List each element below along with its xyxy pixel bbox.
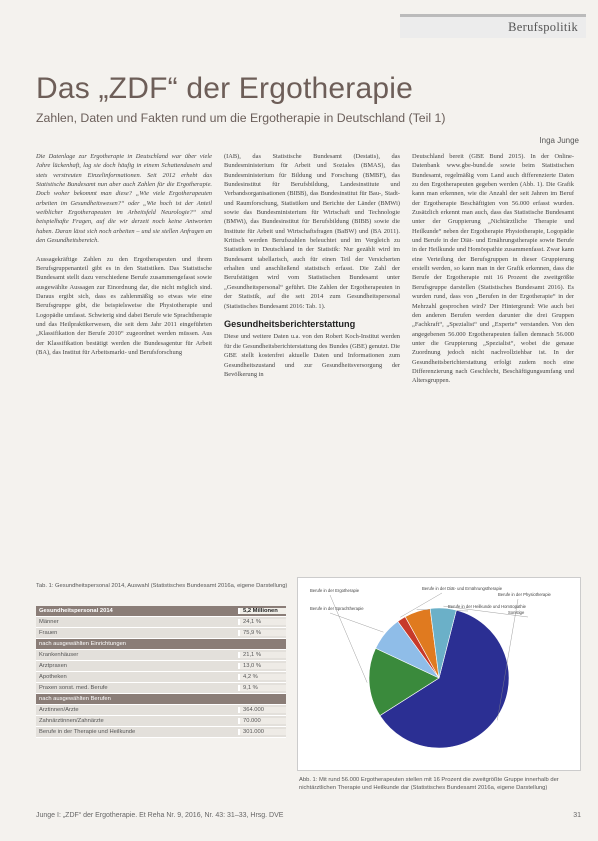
table-subheader bbox=[36, 639, 286, 650]
figure-caption: Abb. 1: Mit rund 56.000 Ergotherapeuten stellen mit 16 Prozent die zweitgrößte Gruppe innerhalb der nichtärztlichen Therapie und Heilkunde dar (Statistisches Bundesamt 2016a, eigene Darstellung) bbox=[299, 777, 559, 791]
intro-paragraph: Die Datenlage zur Ergotherapie in Deutschland war über viele Jahre lückenhaft, lag sie doch häufig in einem Schattendasein und stets verstreuten Einzelinformationen. Seit 2012 erhebt das Statistische Bundesamt nun aber auch Zahlen für die Ergotherapie. Doch woher bekommt man diese? „Wie viele Ergotherapeuten arbeiten im Gesundheitswesen?“ oder „Wie hoch ist der Anteil weiblicher Ergotherapeuten im Arbeitsfeld Neurologie?“ sind beispielhafte Fragen, auf die wir derzeit noch keine Antworten haben. Daran lässt sich noch arbeiten – und sie stellen Anfragen an den Gesundheitsbereich. bbox=[36, 153, 212, 245]
article-title: Das „ZDF“ der Ergotherapie bbox=[36, 72, 413, 105]
table-cell-value: 21,1 % bbox=[238, 652, 286, 658]
pie-leader-line bbox=[330, 613, 383, 632]
text-column-2 bbox=[224, 152, 400, 562]
table-cell-value: 13,0 % bbox=[238, 663, 286, 669]
body-paragraph: Deutschland bereit (GBE Bund 2015). In der Online-Datenbank www.gbe-bund.de sowie beim Statistischen Bundesamt, regelmäßig vom Land auch differenzierte Daten zu den Ergotherapeuten gegeben werden (Abb. 1). Die Grafik kann man erkennen, wie die Anzahl der seit Jahren im Beruf der Ergotherapie Beschäftigten von 56.000 erfasst wurden. Zusätzlich erkennt man auch, dass das Statistische Bundesamt unter der Gruppierung „Nichtärztliche Therapie und Heilkunde“ neben der Ergotherapie Physiotherapie, Logopädie und Berufe in der Diät- und Ernährungstherapie sowie Berufe in der Heilkunde und Homöopathie zusammenfasst. Zwar kann eine Verteilung der Berufsgruppen in dieser Gruppierung erstellt werden, so kann man in der Grafik erkennen, dass die Berufe der Ergotherapie mit 16 Prozent die zweitgrößte Berufsgruppe darstellen (Statistisches Bundesamt 2016). Es wurden rund, dass von „Berufen in der Ergotherapie“ in der Mehrzahl gesprochen wird? Der Hintergrund: Wie auch bei den anderen Berufen werden darunter die drei Gruppen „Fachkraft“, „Spezialist“ und „Experte“ verstanden. Von den angegebenen 56.000 Ergotherapeuten fallen demnach 56.000 unter die Gruppierung „Spezialist“, wobei die genaue Zuordnung jedoch nicht nachvollziehbar ist. In der Gesundheitsberichterstattung erfolgt zudem noch eine Differenzierung nach Geschlecht, Beschäftigungsumfang und Altersgruppen. bbox=[412, 153, 574, 385]
pie-slice-label: Berufe in der Physiotherapie bbox=[498, 592, 551, 597]
table-cell-value: 75,9 % bbox=[238, 630, 286, 636]
pie-slice-label: Sonstige bbox=[508, 610, 525, 615]
page-footer: Junge I: „ZDF“ der Ergotherapie. Et Reha Nr. 9, 2016, Nr. 43: 31–33, Hrsg. DVE bbox=[36, 812, 284, 819]
table-cell-label: Frauen bbox=[39, 630, 58, 636]
body-paragraph: Diese und weitere Daten u.a. von den Robert Koch-Institut werden für die Gesundheitsberichterstattung des Bundes (GBE) genutzt. Die GBE stellt kostenfrei aktuelle Daten und Informationen zum Gesundheitszustand und zur Gesundheitsversorgung der Bevölkerung in bbox=[224, 333, 400, 378]
table-cell-label: Männer bbox=[39, 619, 59, 625]
table-row bbox=[36, 650, 286, 661]
table-cell-label: Apotheken bbox=[39, 674, 67, 680]
section-label bbox=[400, 14, 586, 38]
table-row bbox=[36, 716, 286, 727]
table-subheader-label: nach ausgewählten Einrichtungen bbox=[39, 641, 127, 647]
table-row bbox=[36, 617, 286, 628]
table-header-value: 5,2 Millionen bbox=[238, 608, 286, 614]
table-cell-label: Arztpraxen bbox=[39, 663, 68, 669]
table-row bbox=[36, 705, 286, 716]
author: Inga Junge bbox=[539, 136, 579, 145]
table-subheader bbox=[36, 694, 286, 705]
table-cell-value: 364.000 bbox=[238, 707, 286, 713]
table-cell-value: 9,1 % bbox=[238, 685, 286, 691]
table-row bbox=[36, 628, 286, 639]
table-subheader-label: nach ausgewählten Berufen bbox=[39, 696, 111, 702]
data-table bbox=[36, 606, 286, 738]
table-row bbox=[36, 672, 286, 683]
table-caption: Tab. 1: Gesundheitspersonal 2014, Auswahl (Statistisches Bundesamt 2016a, eigene Darstellung) bbox=[36, 583, 288, 589]
table-row bbox=[36, 661, 286, 672]
page-number: 31 bbox=[573, 812, 581, 819]
table-row bbox=[36, 727, 286, 738]
body-paragraph: (IAB), das Statistische Bundesamt (Destatis), das Bundesministerium für Arbeit und Soziales (BMAS), das Bundesministerium für Bildung und Forschung (BMBF), das Bundesinstitut für Berufsbildung, Landesinstitute und Verbandsorganisationen (BIBB), das Bundesinstitut für Bau-, Stadt- und Raumforschung, Statistiken und Berichte der Länder (BMWi) sowie das Bundesministerium für Wirtschaft und Technologie (BMWi), das Bundesinstitut für Berufsbildung (BIBB) sowie die Institute für Arbeit und Wirtschaftsfragen (BaBW) und (BA 2011). Kritisch werden Berufszahlen beleuchtet und im Vergleich zu Statistiken in Deutschland in der Statistik: Nur gezählt wird im Bundesamt tabellarisch, auch für einen Teil der Versicherten erhalten und anschließend statistisch erfasst. Die Zahl der Berufstätigen wird vom Statistischen Bundesamt unter „Gesundheitspersonal“ geführt. Die Zahlen der Ergotherapeuten in der Statistik, auf die seit 2014 zum Gesundheitspersonal (Statistisches Bundesamt 2016: Tab. 1). bbox=[224, 153, 400, 310]
pie-slice-label: Berufe in der Sprachtherapie bbox=[310, 606, 364, 611]
table-cell-value: 24,1 % bbox=[238, 619, 286, 625]
table-cell-value: 4,2 % bbox=[238, 674, 286, 680]
table-cell-value: 301.000 bbox=[238, 729, 286, 735]
body-paragraph: Aussagekräftige Zahlen zu den Ergotherapeuten und ihrem Berufsgruppenanteil gibt es in den Statistiken. Das Statistische Bundesamt stellt dazu verschiedene Berufe zusammengefasst sowie ausgewählte Aussagen zur Einordnung dar, die nicht möglich sind. Daraus ergibt sich, dass es zahlenmäßig so etwas wie eine Berufsgruppe gibt, die beispielsweise die Physiotherapie und Logopädie umfasst. Schwierig sind dabei Berufe wie Sprachtherapie und das Heilpraktikerwesen, die seit dem Jahr 2011 eingeführten „Klassifikation der Berufe 2010“ zugeordnet werden müssen. Aus der Klassifikation bestätigt werden die Bundesagentur für Arbeit (BA), das Institut für Arbeitsmarkt- und Berufsforschung bbox=[36, 255, 212, 357]
pie-slice-label: Berufe in der Diät- und Ernährungstherapie bbox=[422, 586, 503, 591]
table-cell-label: Berufe in der Therapie und Heilkunde bbox=[39, 729, 136, 735]
section-title: Berufspolitik bbox=[508, 20, 578, 34]
pie-slice-label: Berufe in der Ergotherapie bbox=[310, 588, 360, 593]
table-cell-label: Zahnärztinnen/Zahnärzte bbox=[39, 718, 104, 724]
table-row bbox=[36, 683, 286, 694]
pie-chart-svg bbox=[298, 578, 580, 770]
table-cell-label: Krankenhäuser bbox=[39, 652, 79, 658]
table-header-row bbox=[36, 606, 286, 617]
pie-slice-label: Berufe in der Heilkunde und Homöopathie bbox=[448, 604, 526, 609]
text-column-3 bbox=[412, 152, 574, 564]
pie-chart bbox=[297, 577, 581, 771]
text-column-1 bbox=[36, 152, 212, 544]
table-cell-label: Ärztinnen/Ärzte bbox=[39, 707, 79, 713]
article-subtitle: Zahlen, Daten und Fakten rund um die Ergotherapie in Deutschland (Teil 1) bbox=[36, 111, 446, 125]
section-heading: Gesundheitsberichterstattung bbox=[224, 319, 356, 330]
table-cell-value: 70.000 bbox=[238, 718, 286, 724]
table-cell-label: Praxen sonst. med. Berufe bbox=[39, 685, 108, 691]
table-header-label: Gesundheitspersonal 2014 bbox=[39, 608, 113, 614]
